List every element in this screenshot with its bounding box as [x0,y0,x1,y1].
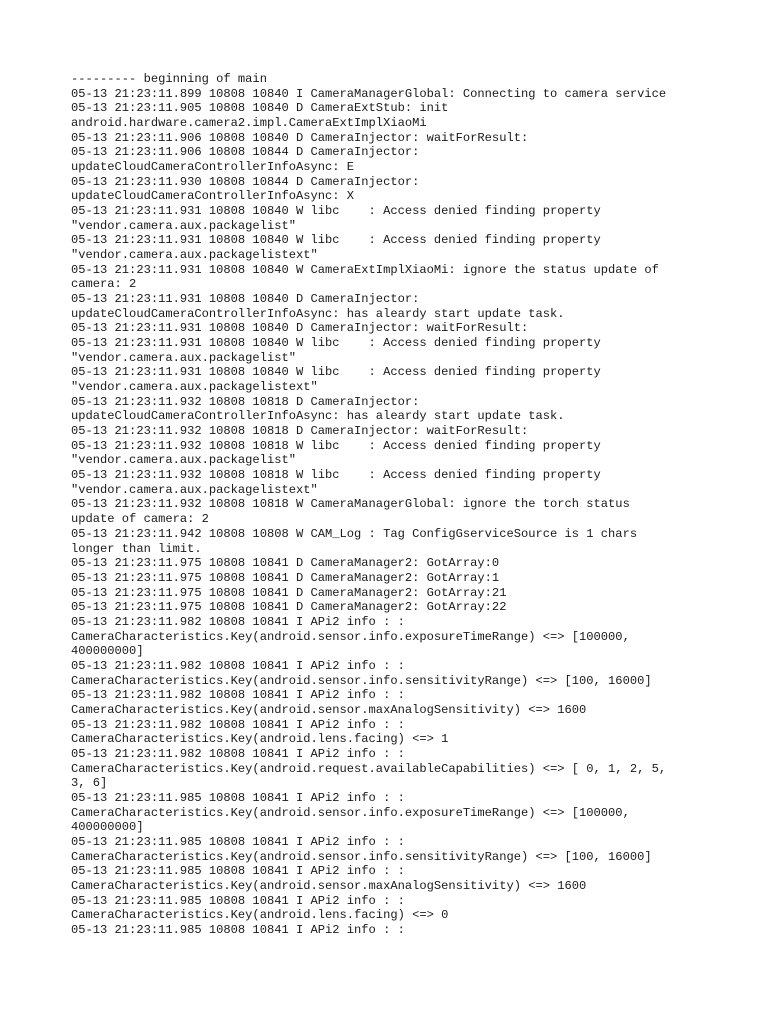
log-line: "vendor.camera.aux.packagelistext" [71,248,318,263]
log-line: 05-13 21:23:11.975 10808 10841 D CameraManager2: GotArray:21 [71,585,507,600]
log-line: 05-13 21:23:11.985 10808 10841 I APi2 info : : [71,834,405,849]
log-line: CameraCharacteristics.Key(android.request.availableCapabilities) <=> [ 0, 1, 2, 5, [71,761,667,776]
log-line: CameraCharacteristics.Key(android.sensor.info.sensitivityRange) <=> [100, 16000] [71,673,652,688]
log-line: updateCloudCameraControllerInfoAsync: has aleardy start update task. [71,409,565,424]
log-line: 05-13 21:23:11.931 10808 10840 W CameraExtImplXiaoMi: ignore the status update of [71,262,659,277]
log-line: 05-13 21:23:11.932 10808 10818 W libc : Access denied finding property [71,468,601,483]
log-line: 05-13 21:23:11.931 10808 10840 W libc : Access denied finding property [71,365,601,380]
log-line: "vendor.camera.aux.packagelistext" [71,380,318,395]
log-line: CameraCharacteristics.Key(android.lens.facing) <=> 0 [71,908,449,923]
log-line: 05-13 21:23:11.905 10808 10840 D CameraExtStub: init [71,101,449,116]
log-line: CameraCharacteristics.Key(android.lens.facing) <=> 1 [71,732,449,747]
log-line: updateCloudCameraControllerInfoAsync: E [71,160,355,175]
log-line: CameraCharacteristics.Key(android.sensor.maxAnalogSensitivity) <=> 1600 [71,702,587,717]
log-line: 05-13 21:23:11.931 10808 10840 W libc : Access denied finding property [71,233,601,248]
log-line: 400000000] [71,644,144,659]
log-line: 3, 6] [71,776,108,791]
log-line: 05-13 21:23:11.932 10808 10818 W libc : Access denied finding property [71,438,601,453]
log-line: --------- beginning of main [71,72,267,86]
log-line: CameraCharacteristics.Key(android.sensor.info.sensitivityRange) <=> [100, 16000] [71,849,652,864]
log-line: 05-13 21:23:11.931 10808 10840 D CameraInjector: waitForResult: [71,321,529,336]
log-line: 05-13 21:23:11.985 10808 10841 I APi2 info : : [71,922,405,937]
log-line: 05-13 21:23:11.899 10808 10840 I CameraManagerGlobal: Connecting to camera service [71,86,667,101]
log-line: updateCloudCameraControllerInfoAsync: has aleardy start update task. [71,306,565,321]
log-line: 05-13 21:23:11.975 10808 10841 D CameraManager2: GotArray:1 [71,570,500,585]
log-line: 05-13 21:23:11.906 10808 10840 D CameraInjector: waitForResult: [71,130,529,145]
log-line: CameraCharacteristics.Key(android.sensor.info.exposureTimeRange) <=> [100000, [71,805,630,820]
log-line: 05-13 21:23:11.982 10808 10841 I APi2 info : : [71,688,405,703]
log-line: 05-13 21:23:11.982 10808 10841 I APi2 info : : [71,658,405,673]
log-line: 05-13 21:23:11.906 10808 10844 D CameraInjector: [71,145,420,160]
log-line: 05-13 21:23:11.982 10808 10841 I APi2 info : : [71,717,405,732]
log-line: 05-13 21:23:11.932 10808 10818 W CameraManagerGlobal: ignore the torch status [71,497,630,512]
log-line: 05-13 21:23:11.942 10808 10808 W CAM_Log : Tag ConfigGserviceSource is 1 chars [71,526,638,541]
log-line: update of camera: 2 [71,512,209,527]
log-line: 05-13 21:23:11.932 10808 10818 D CameraInjector: [71,394,420,409]
log-line: 05-13 21:23:11.931 10808 10840 W libc : Access denied finding property [71,336,601,351]
log-line: camera: 2 [71,277,137,292]
log-line: 400000000] [71,820,144,835]
log-line: longer than limit. [71,541,202,556]
log-text-block [71,72,711,938]
log-line: 05-13 21:23:11.985 10808 10841 I APi2 info : : [71,790,405,805]
log-line: "vendor.camera.aux.packagelistext" [71,482,318,497]
log-line: 05-13 21:23:11.985 10808 10841 I APi2 info : : [71,893,405,908]
log-line: 05-13 21:23:11.982 10808 10841 I APi2 info : : [71,614,405,629]
log-line: "vendor.camera.aux.packagelist" [71,218,296,233]
log-line: 05-13 21:23:11.930 10808 10844 D CameraInjector: [71,174,420,189]
log-line: 05-13 21:23:11.975 10808 10841 D CameraManager2: GotArray:22 [71,600,507,615]
log-line: "vendor.camera.aux.packagelist" [71,350,296,365]
log-line: 05-13 21:23:11.931 10808 10840 W libc : Access denied finding property [71,204,601,219]
log-line: 05-13 21:23:11.985 10808 10841 I APi2 info : : [71,864,405,879]
log-line: 05-13 21:23:11.932 10808 10818 D CameraInjector: waitForResult: [71,424,529,439]
log-line: 05-13 21:23:11.975 10808 10841 D CameraManager2: GotArray:0 [71,556,500,571]
log-line: 05-13 21:23:11.931 10808 10840 D CameraInjector: [71,292,420,307]
log-line: CameraCharacteristics.Key(android.sensor.maxAnalogSensitivity) <=> 1600 [71,878,587,893]
log-line: android.hardware.camera2.impl.CameraExtImplXiaoMi [71,116,427,131]
log-line: "vendor.camera.aux.packagelist" [71,453,296,468]
log-line: 05-13 21:23:11.982 10808 10841 I APi2 info : : [71,746,405,761]
log-line: CameraCharacteristics.Key(android.sensor.info.exposureTimeRange) <=> [100000, [71,629,630,644]
log-line: updateCloudCameraControllerInfoAsync: X [71,189,355,204]
